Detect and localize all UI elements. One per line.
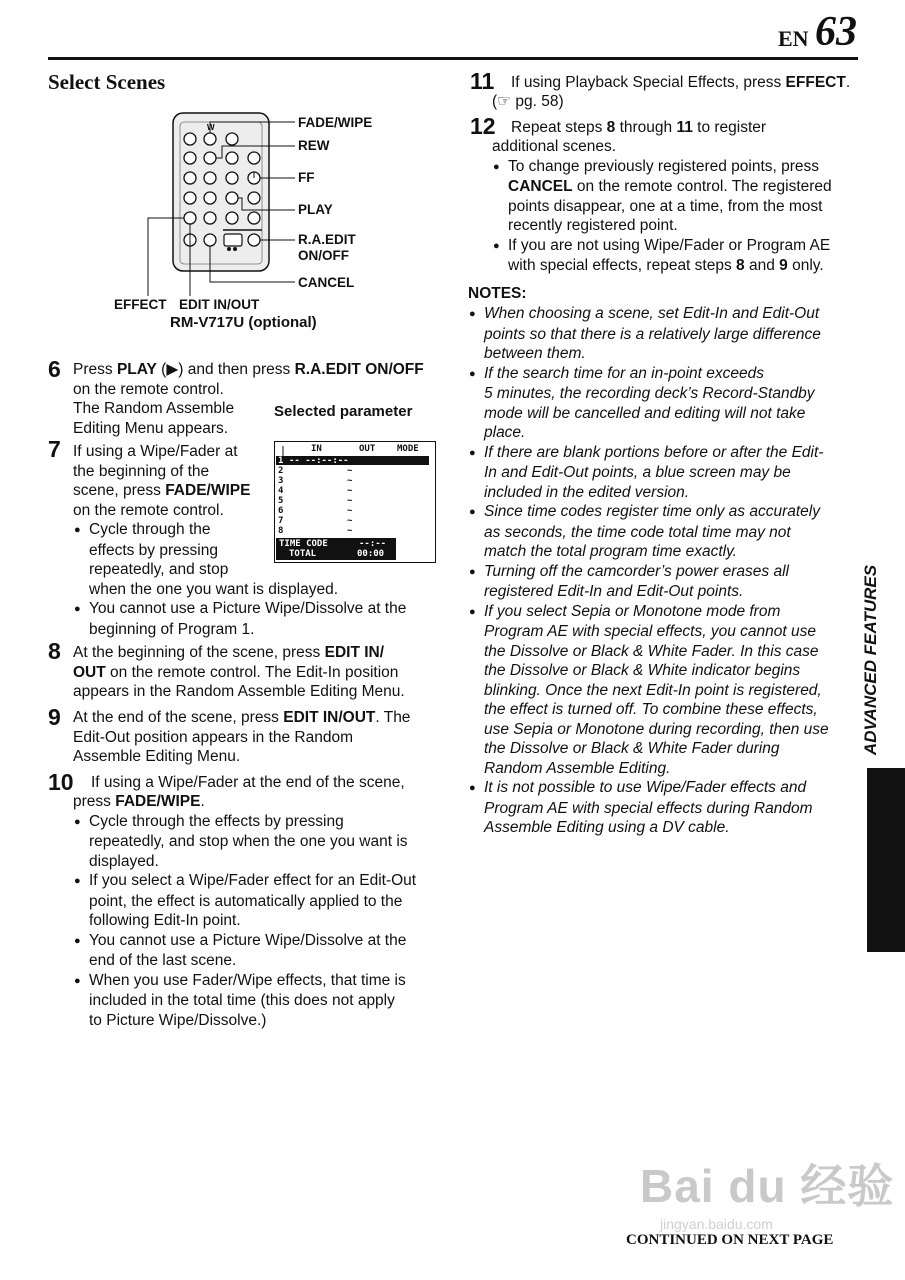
note-item: ● When choosing a scene, set Edit-In and Edit-Out points so that there is a relatively large difference between them. — [468, 304, 858, 364]
step-11-number: 11 — [470, 68, 495, 94]
note-item: ● If you select Sepia or Monotone mode from Program AE with special effects, you cannot use the Dissolve or Black & White Fader. In this case the Dissolve or Black & White indicator begins blinking. Once the next Edit-In point is registered, the effect is turned off. To combine these effects, use Sepia or Monotone during recording, then use the Dissolve or Black & White Fader during Random Assemble Editing. — [468, 602, 858, 779]
page-number: 63 — [815, 9, 857, 55]
step-12-line1: Repeat steps 8 through 11 to register — [511, 119, 767, 136]
label-ra-edit: R.A.EDIT — [298, 232, 356, 247]
menu-row1-value: -- --:--:-- — [289, 456, 349, 466]
label-play: PLAY — [298, 202, 333, 217]
label-effect: EFFECT — [114, 297, 167, 312]
header-rule — [48, 57, 858, 60]
step-8-number: 8 — [48, 638, 61, 664]
continued-footer: CONTINUED ON NEXT PAGE — [626, 1232, 834, 1248]
side-tab-bar — [867, 768, 905, 952]
step-11-line2: (☞ pg. 58) — [492, 93, 564, 110]
watermark-url: jingyan.baidu.com — [660, 1216, 773, 1232]
note-item: ● It is not possible to use Wipe/Fader effects and Program AE with special effects during Random Assemble Editing using a DV cable. — [468, 778, 858, 838]
notes-heading: NOTES: — [468, 285, 527, 302]
step-10-number: 10 — [48, 769, 74, 795]
random-assemble-menu: IN OUT MODE 1 -- --:--:-- 2 3 4 5 6 7 8 ~ ~ ~ ~ ~ ~ ~ TIME CODE --:-- TOTAL 00:00 — [274, 441, 436, 563]
note-item: ● If there are blank portions before or after the Edit- In and Edit-Out points, a blue screen may be included in the edited version. — [468, 443, 858, 503]
note-item: ● If the search time for an in-point exceeds 5 minutes, the recording deck’s Record-Standby mode will be cancelled and editing will not take place. — [468, 364, 858, 443]
note-item: ● Since time codes register time only as accurately as seconds, the time code total time may not match the total program time exactly. — [468, 502, 858, 562]
section-title: Select Scenes — [48, 70, 166, 94]
side-tab-label: ADVANCED FEATURES — [861, 564, 880, 756]
w-key-label: W — [207, 123, 215, 132]
label-fade-wipe: FADE/WIPE — [298, 115, 373, 130]
step-9: At the end of the scene, press EDIT IN/OUT. The Edit-Out position appears in the Random Assemble Editing Menu. — [73, 709, 411, 765]
watermark-logo: Bai du 经验 — [640, 1160, 895, 1212]
step-6-number: 6 — [48, 356, 61, 382]
step-7: If using a Wipe/Fader at the beginning of the scene, press FADE/WIPE on the remote control. ● Cycle through the effects by pressing repeatedly, and stop when the one you want is displayed. ● You cannot use a Picture Wipe/Dissolve at the beginning of Program 1. — [73, 442, 443, 639]
step-11-line1: If using Playback Special Effects, press EFFECT. — [511, 74, 851, 91]
step-6: Press PLAY (▶) and then press R.A.EDIT ON/OFF on the remote control. The Random Assemble Editing Menu appears. — [73, 361, 424, 437]
step-10: press FADE/WIPE. ● Cycle through the effects by pressing repeatedly, and stop when the one you want is displayed. ● If you select a Wipe/Fader effect for an Edit-Out point, the effect is automatically applied to the following Edit-In point. ● You cannot use a Picture Wipe/Dissolve at the end of the last scene. ● When you use Fader/Wipe effects, that time is included in the total time (this does not apply to Picture Wipe/Dissolve.) — [73, 792, 443, 1030]
step-7-number: 7 — [48, 436, 61, 462]
menu-caption: Selected parameter — [274, 403, 413, 420]
label-edit-in-out: EDIT IN/OUT — [179, 297, 260, 312]
label-rew: REW — [298, 138, 330, 153]
label-ff: FF — [298, 170, 315, 185]
label-on-off: ON/OFF — [298, 248, 349, 263]
notes-list — [468, 304, 858, 838]
remote-model: RM-V717U (optional) — [170, 314, 317, 331]
step-8: At the beginning of the scene, press EDIT IN/ OUT on the remote control. The Edit-In position appears in the Random Assemble Editing Menu. — [73, 644, 405, 700]
label-cancel: CANCEL — [298, 275, 355, 290]
note-item: ● Turning off the camcorder’s power erases all registered Edit-In and Edit-Out points. — [468, 562, 858, 602]
step-12-number: 12 — [470, 113, 496, 139]
language-code: EN — [778, 26, 809, 51]
step-9-number: 9 — [48, 704, 61, 730]
step-12: additional scenes. ● To change previously registered points, press CANCEL on the remote control. The registered points disappear, one at a time, from the most recently registered point. ● If you are not using Wipe/Fader or Program AE with special effects, repeat steps 8 and 9 only. — [492, 137, 862, 276]
step-10-line1: If using a Wipe/Fader at the end of the scene, — [91, 774, 405, 791]
